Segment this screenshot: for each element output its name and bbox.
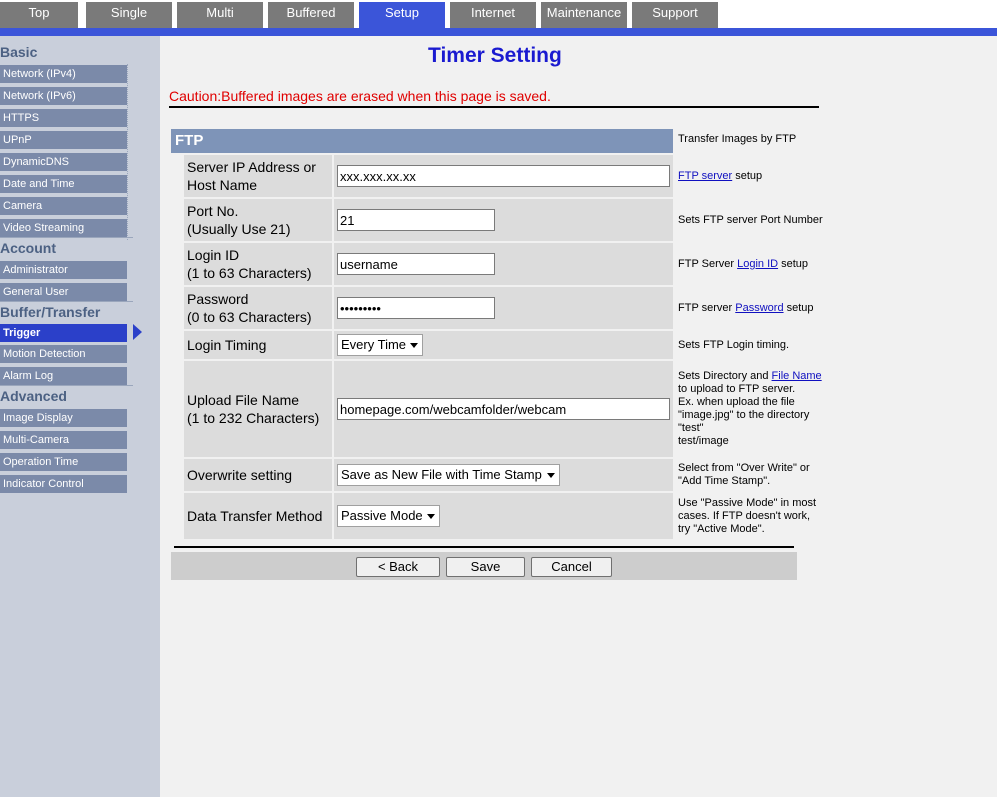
sidebar-item-network-ipv6[interactable]: Network (IPv6) <box>0 87 127 105</box>
login-timing-description: Sets FTP Login timing. <box>678 338 790 351</box>
tab-setup[interactable]: Setup <box>359 2 445 30</box>
server-address-description <box>678 155 823 197</box>
top-nav <box>0 0 997 36</box>
data-transfer-method-label <box>184 493 332 539</box>
cancel-button[interactable]: Cancel <box>531 557 612 577</box>
upload-desc-after: to upload to FTP server. <box>678 383 796 395</box>
tab-single[interactable]: Single <box>86 2 172 28</box>
login-id-input[interactable] <box>337 253 495 275</box>
upload-label-line1: Upload File Name <box>187 392 300 408</box>
chevron-down-icon <box>547 473 555 478</box>
sidebar-item-upnp[interactable]: UPnP <box>0 131 127 149</box>
sidebar-heading-basic: Basic <box>0 44 38 60</box>
login-desc-after: setup <box>778 257 809 270</box>
overwrite-label <box>184 459 332 491</box>
password-description <box>678 287 823 329</box>
server-address-cell <box>334 155 673 197</box>
caution-divider <box>169 106 819 108</box>
sidebar-item-operation-time[interactable]: Operation Time <box>0 453 127 471</box>
sidebar-item-multi-camera[interactable]: Multi-Camera <box>0 431 127 449</box>
page-title: Timer Setting <box>428 44 562 67</box>
upload-desc-before: Sets Directory and <box>678 370 772 382</box>
button-bar <box>171 552 797 580</box>
tab-internet[interactable]: Internet <box>450 2 536 28</box>
server-desc-text: setup <box>732 169 763 182</box>
password-cell <box>334 287 673 329</box>
row-overwrite <box>184 459 810 491</box>
login-id-link[interactable]: Login ID <box>737 257 779 270</box>
password-input[interactable] <box>337 297 495 319</box>
tab-buffered-image[interactable]: Buffered <box>268 2 354 28</box>
data-transfer-method-description: Use "Passive Mode" in most cases. If FTP doesn't work, try "Active Mode". <box>678 496 817 535</box>
sidebar-heading-account: Account <box>0 240 56 256</box>
port-label <box>184 199 332 241</box>
port-input[interactable] <box>337 209 495 231</box>
sidebar-item-administrator[interactable]: Administrator <box>0 261 127 279</box>
tab-support[interactable]: Support <box>632 2 718 28</box>
server-address-label <box>184 155 332 197</box>
upload-file-name-cell <box>334 361 673 457</box>
sidebar-item-alarm-log[interactable]: Alarm Log <box>0 367 127 385</box>
upload-desc-path: test/image <box>678 435 729 447</box>
sidebar-item-indicator-control[interactable]: Indicator Control <box>0 475 127 493</box>
active-arrow-icon <box>133 324 142 340</box>
row-login-id <box>184 243 809 285</box>
chevron-down-icon <box>410 343 418 348</box>
overwrite-cell <box>334 459 673 491</box>
login-id-cell <box>334 243 673 285</box>
sidebar-heading-buffer-transfer: Buffer/Transfer <box>0 304 101 320</box>
nav-divider <box>0 28 997 36</box>
sidebar-divider <box>0 237 133 238</box>
sidebar-divider <box>0 301 133 302</box>
ftp-server-link[interactable]: FTP server <box>678 169 733 182</box>
data-transfer-method-cell <box>334 493 673 539</box>
port-description: Sets FTP server Port Number <box>678 213 823 226</box>
sidebar-item-https[interactable]: HTTPS <box>0 109 127 127</box>
password-label <box>184 287 332 329</box>
tab-top[interactable]: Top <box>0 2 78 28</box>
overwrite-label-text: Overwrite setting <box>187 467 293 483</box>
password-label-line2: (0 to 63 Characters) <box>187 309 312 325</box>
password-desc-after: setup <box>783 301 814 314</box>
row-upload-file-name <box>184 361 822 457</box>
login-timing-label-text: Login Timing <box>187 337 267 353</box>
login-id-label <box>184 243 332 285</box>
form-divider <box>174 546 794 548</box>
overwrite-description: Select from "Over Write" or "Add Time Stamp". <box>678 462 810 487</box>
sidebar-item-trigger[interactable]: Trigger <box>0 324 127 342</box>
upload-file-name-input[interactable] <box>337 398 670 420</box>
password-link[interactable]: Password <box>735 301 784 314</box>
login-timing-cell <box>334 331 673 359</box>
row-login-timing <box>184 331 790 359</box>
back-button[interactable]: < Back <box>356 557 440 577</box>
overwrite-value: Save as New File with Time Stamp <box>341 467 542 482</box>
login-timing-select[interactable] <box>337 334 423 356</box>
sidebar-item-date-time[interactable]: Date and Time <box>0 175 127 193</box>
port-label-line1: Port No. <box>187 203 239 219</box>
login-timing-label <box>184 331 332 359</box>
login-id-label-line2: (1 to 63 Characters) <box>187 265 312 281</box>
upload-file-name-description <box>678 361 823 457</box>
sidebar-divider <box>127 64 129 240</box>
sidebar-heading-advanced: Advanced <box>0 388 67 404</box>
sidebar-item-dynamicdns[interactable]: DynamicDNS <box>0 153 127 171</box>
port-cell <box>334 199 673 241</box>
server-address-label-line2: Host Name <box>187 177 258 193</box>
sidebar-item-general-user[interactable]: General User <box>0 283 127 301</box>
data-transfer-method-value: Passive Mode <box>341 508 423 523</box>
ftp-section-header: FTP <box>171 129 673 153</box>
upload-desc-example: Ex. when upload the file "image.jpg" to the directory "test" <box>678 396 810 434</box>
sidebar-item-network-ipv4[interactable]: Network (IPv4) <box>0 65 127 83</box>
server-address-input[interactable] <box>337 165 670 187</box>
upload-file-name-label <box>184 361 332 457</box>
upload-label-line2: (1 to 232 Characters) <box>187 410 320 426</box>
row-data-transfer-method <box>184 493 817 539</box>
data-transfer-method-select[interactable] <box>337 505 440 527</box>
sidebar-divider <box>0 385 133 386</box>
server-address-label-line1: Server IP Address or <box>187 159 316 175</box>
data-transfer-method-label-text: Data Transfer Method <box>187 508 323 524</box>
login-timing-value: Every Time <box>341 337 407 352</box>
caution-message: Caution:Buffered images are erased when this page is saved. <box>169 88 551 104</box>
sidebar-item-image-display[interactable]: Image Display <box>0 409 127 427</box>
sidebar <box>0 36 160 797</box>
tab-multi[interactable]: Multi <box>177 2 263 28</box>
chevron-down-icon <box>427 514 435 519</box>
row-port <box>184 199 823 241</box>
login-id-description <box>678 243 823 285</box>
login-id-label-line1: Login ID <box>187 247 240 263</box>
row-server-address <box>184 155 763 197</box>
file-name-link[interactable]: File Name <box>771 370 822 382</box>
password-label-line1: Password <box>187 291 249 307</box>
ftp-section-description: Transfer Images by FTP <box>678 133 797 145</box>
sidebar-item-camera[interactable]: Camera <box>0 197 127 215</box>
login-desc-before: FTP Server <box>678 257 738 270</box>
save-button[interactable]: Save <box>446 557 525 577</box>
password-desc-before: FTP server <box>678 301 736 314</box>
sidebar-item-motion-detection[interactable]: Motion Detection <box>0 345 127 363</box>
overwrite-select[interactable] <box>337 464 560 486</box>
sidebar-item-video-streaming[interactable]: Video Streaming <box>0 219 127 237</box>
tab-maintenance[interactable]: Maintenance <box>541 2 627 28</box>
port-label-line2: (Usually Use 21) <box>187 221 291 237</box>
main-content <box>160 36 997 797</box>
row-password <box>184 287 814 329</box>
